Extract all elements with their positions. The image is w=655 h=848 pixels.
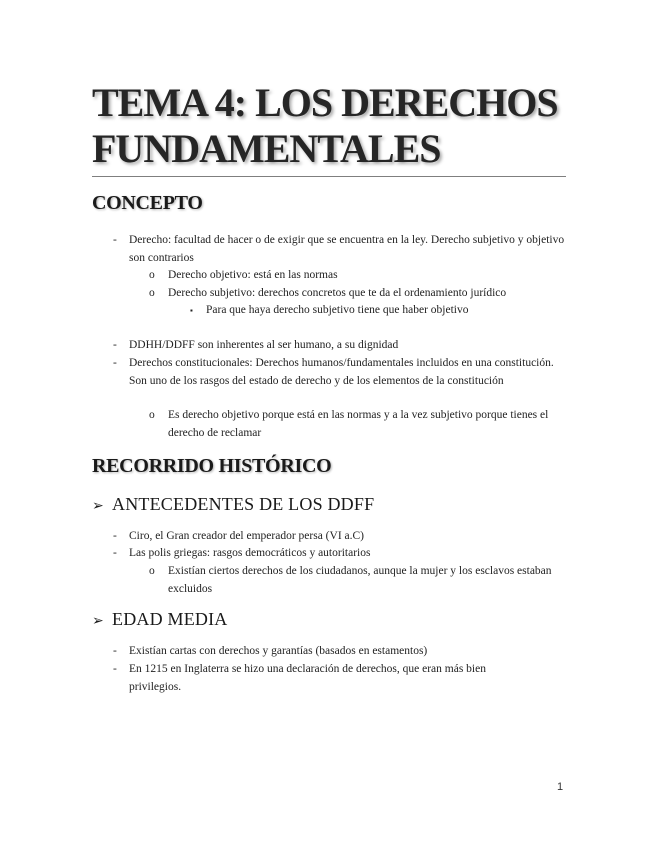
list-item: Para que haya derecho subjetivo tiene que haber objetivo [206,304,469,316]
document-title [92,80,572,172]
heading-concepto: CONCEPTO [92,192,203,214]
list-item: Derecho objetivo: está en las normas [168,269,338,281]
heading-antecedentes [92,494,374,515]
page-number: 1 [557,781,564,793]
dash-marker: - [113,547,117,559]
list-item: DDHH/DDFF son inherentes al ser humano, a su dignidad [129,339,399,351]
heading-recorrido-historico: RECORRIDO HISTÓRICO [92,455,332,477]
heading-edad-media [92,609,227,630]
circle-marker: o [149,565,155,577]
dash-marker: - [113,530,117,542]
circle-marker: o [149,269,155,281]
list-item: Derecho subjetivo: derechos concretos que te da el ordenamiento jurídico [168,287,507,299]
dash-marker: - [113,645,117,657]
heading-antecedentes-label: ANTECEDENTES DE LOS DDFF [112,494,375,514]
list-item: Derechos constitucionales: Derechos humanos/fundamentales incluidos en una constitución. Son uno de los rasgos del estado de derecho y de los elementos de la constitución [129,357,554,387]
list-item: Derecho: facultad de hacer o de exigir que se encuentra en la ley. Derecho subjetivo y objetivo son contrarios [129,234,565,264]
list-item: Existían ciertos derechos de los ciudadanos, aunque la mujer y los esclavos estaban excluidos [168,565,552,595]
list-item: En 1215 en Inglaterra se hizo una declaración de derechos, que eran más bien privilegios. [129,663,486,693]
arrow-bullet-icon: ➢ [92,613,104,629]
dash-marker: - [113,663,117,675]
square-bullet-icon: ▪ [190,306,193,315]
circle-marker: o [149,409,155,421]
list-item: Es derecho objetivo porque está en las normas y a la vez subjetivo porque tienes el derecho de reclamar [168,409,549,439]
title-line-1: TEMA 4: LOS DERECHOS [92,80,558,125]
dash-marker: - [113,357,117,369]
list-item: Existían cartas con derechos y garantías (basados en estamentos) [129,645,428,657]
list-item: Ciro, el Gran creador del emperador persa (VI a.C) [129,530,365,542]
arrow-bullet-icon: ➢ [92,498,104,514]
title-line-2: FUNDAMENTALES [92,126,441,171]
title-divider [92,176,566,177]
dash-marker: - [113,339,117,351]
heading-edad-media-label: EDAD MEDIA [112,609,228,629]
list-item: Las polis griegas: rasgos democráticos y autoritarios [129,547,371,559]
circle-marker: o [149,287,155,299]
dash-marker: - [113,234,117,246]
